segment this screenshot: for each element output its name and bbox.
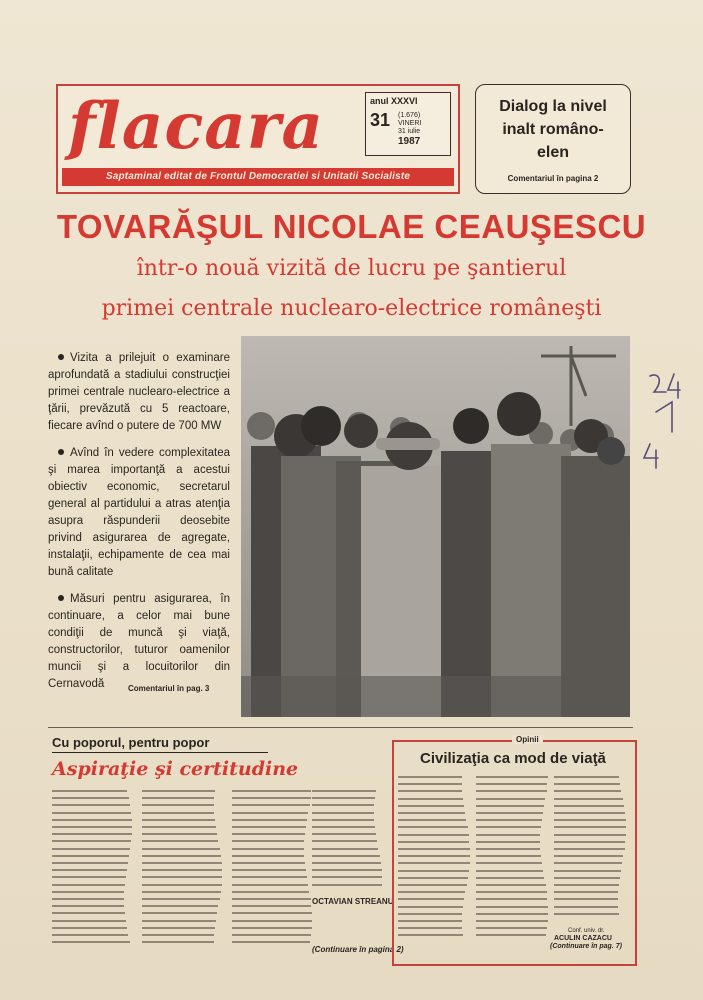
article-continuation[interactable]: (Continuare în pagina 2) bbox=[312, 945, 404, 954]
body-text-line bbox=[52, 848, 130, 850]
body-text-line bbox=[398, 934, 463, 936]
body-text-line bbox=[398, 848, 470, 850]
body-text-line bbox=[52, 862, 128, 864]
body-text-line bbox=[142, 840, 218, 842]
body-text-line bbox=[232, 920, 312, 922]
body-text-line bbox=[142, 941, 214, 943]
body-text-line bbox=[476, 927, 547, 929]
body-text-line bbox=[142, 855, 221, 857]
body-text-line bbox=[232, 804, 310, 806]
body-text-line bbox=[398, 927, 462, 929]
body-text-line bbox=[232, 855, 304, 857]
opinion-author-credit: Conf. univ. dr. bbox=[568, 928, 605, 934]
body-text-line bbox=[554, 870, 621, 872]
body-text-line bbox=[232, 862, 305, 864]
body-text-line bbox=[142, 934, 214, 936]
body-text-line bbox=[476, 870, 543, 872]
body-text-line bbox=[232, 912, 312, 914]
body-text-line bbox=[142, 891, 221, 893]
body-text-line bbox=[232, 833, 305, 835]
body-text-line bbox=[142, 898, 220, 900]
body-text-line bbox=[554, 812, 625, 814]
body-text-line bbox=[312, 869, 382, 871]
body-text-line bbox=[52, 912, 125, 914]
body-text-line bbox=[476, 812, 543, 814]
body-text-line bbox=[232, 927, 312, 929]
body-text-line bbox=[398, 891, 465, 893]
body-text-line bbox=[52, 876, 126, 878]
group-photo-image bbox=[241, 336, 630, 717]
bullet-icon bbox=[58, 354, 64, 360]
body-text-line bbox=[398, 798, 463, 800]
body-text-line bbox=[142, 826, 216, 828]
body-text-line bbox=[398, 862, 470, 864]
body-text-line bbox=[398, 898, 464, 900]
body-text-line bbox=[52, 884, 125, 886]
body-text-line bbox=[398, 819, 466, 821]
body-text-line bbox=[554, 819, 626, 821]
body-text-line bbox=[232, 790, 311, 792]
body-text-line bbox=[52, 905, 124, 907]
article-title[interactable]: Aspiraţie şi certitudine bbox=[52, 758, 299, 780]
body-text-line bbox=[232, 884, 308, 886]
opinion-continuation[interactable]: (Continuare în pag. 7) bbox=[550, 943, 622, 950]
body-text-line bbox=[476, 877, 544, 879]
body-text-line bbox=[52, 833, 132, 835]
body-text-line bbox=[554, 783, 620, 785]
main-headline: TOVARĂŞUL NICOLAE CEAUŞESCU bbox=[56, 208, 647, 245]
body-text-line bbox=[52, 790, 127, 792]
bullet-item: Avînd în vedere complexitatea şi marea importanţă a acestui obiectiv economic, secretarul general al partidului a atras atenţia asupra răspunderii deosebite privind asigurarea de agregate, instalaţii, echipamente de cea mai bună calitate bbox=[48, 447, 230, 578]
body-text-line bbox=[52, 804, 130, 806]
body-text-line bbox=[312, 819, 374, 821]
body-text-line bbox=[554, 798, 623, 800]
body-text-line bbox=[554, 898, 618, 900]
body-text-line bbox=[142, 848, 220, 850]
body-text-line bbox=[142, 833, 217, 835]
body-text-line bbox=[232, 848, 304, 850]
section-divider bbox=[48, 727, 633, 728]
kicker-underline bbox=[52, 752, 268, 753]
body-text-line bbox=[232, 826, 306, 828]
body-text-line bbox=[312, 804, 374, 806]
body-text-line bbox=[476, 805, 544, 807]
body-text-line bbox=[52, 840, 131, 842]
body-text-line bbox=[398, 776, 462, 778]
news-photo bbox=[241, 336, 630, 717]
body-text-line bbox=[476, 855, 541, 857]
body-text-line bbox=[52, 934, 128, 936]
body-text-line bbox=[476, 906, 548, 908]
body-text-line bbox=[312, 884, 382, 886]
body-text-line bbox=[554, 776, 619, 778]
bullet-item: Vizita a prilejuit o examinare aprofundată a stadiului construcţiei primei centrale nuclearo-electrice a ţării, prevăzută cu 5 reactoare, fiecare avînd o putere de 700 MW bbox=[48, 352, 230, 432]
headline-line-2: într-o nouă vizită de lucru pe şantierul bbox=[136, 256, 567, 281]
issue-year-label: anul XXXVI bbox=[370, 96, 418, 106]
body-text-line bbox=[554, 826, 626, 828]
body-text-line bbox=[398, 906, 463, 908]
body-text-line bbox=[142, 797, 214, 799]
bullet-item: Măsuri pentru asigurarea, în continuare, a celor mai bune condiţii de muncă şi viaţă, constructorilor, tuturor oamenilor muncii şi a locuitorilor din Cernavodă bbox=[48, 593, 230, 690]
issue-date: (1.676) VINERI 31 iulie bbox=[398, 112, 422, 135]
body-text-line bbox=[312, 797, 375, 799]
body-text-line bbox=[232, 905, 311, 907]
body-text-line bbox=[312, 826, 375, 828]
body-text-line bbox=[142, 927, 215, 929]
article-kicker: Cu poporul, pentru popor bbox=[52, 735, 210, 750]
body-text-line bbox=[142, 812, 214, 814]
body-text-line bbox=[52, 819, 132, 821]
body-text-line bbox=[52, 927, 127, 929]
teaser-box[interactable] bbox=[475, 84, 631, 194]
body-text-line bbox=[398, 841, 469, 843]
body-text-line bbox=[398, 783, 462, 785]
body-text-line bbox=[554, 877, 620, 879]
teaser-title: Dialog la nivel inalt româno-elen bbox=[499, 98, 607, 161]
body-text-line bbox=[476, 826, 541, 828]
body-text-line bbox=[554, 790, 621, 792]
bullet-list bbox=[48, 350, 230, 703]
body-text-line bbox=[476, 862, 542, 864]
body-text-line bbox=[52, 797, 129, 799]
body-text-line bbox=[554, 884, 619, 886]
body-text-line bbox=[554, 805, 624, 807]
body-text-line bbox=[476, 798, 545, 800]
body-text-line bbox=[142, 790, 215, 792]
body-text-line bbox=[398, 920, 462, 922]
body-text-line bbox=[398, 812, 465, 814]
body-text-line bbox=[142, 920, 216, 922]
bullet-icon bbox=[58, 595, 64, 601]
opinion-title[interactable]: Civilizaţia ca mod de viaţă bbox=[420, 750, 606, 767]
body-text-line bbox=[232, 812, 308, 814]
body-text-line bbox=[476, 891, 547, 893]
body-text-line bbox=[142, 819, 215, 821]
body-text-line bbox=[232, 891, 309, 893]
masthead bbox=[56, 84, 460, 194]
body-text-line bbox=[476, 934, 546, 936]
body-text-line bbox=[554, 848, 625, 850]
body-text-line bbox=[476, 819, 542, 821]
body-text-line bbox=[312, 840, 377, 842]
body-text-line bbox=[476, 841, 540, 843]
body-text-line bbox=[476, 776, 548, 778]
body-text-line bbox=[52, 826, 132, 828]
body-text-line bbox=[554, 913, 619, 915]
body-text-line bbox=[232, 898, 311, 900]
body-text-line bbox=[142, 884, 222, 886]
body-text-line bbox=[476, 920, 548, 922]
logo: flacara bbox=[68, 89, 324, 164]
body-text-line bbox=[476, 834, 540, 836]
body-text-line bbox=[312, 848, 378, 850]
body-text-line bbox=[476, 783, 547, 785]
body-text-line bbox=[52, 891, 124, 893]
body-text-line bbox=[398, 913, 462, 915]
handwritten-annotation bbox=[636, 370, 696, 480]
opinion-label: Opinii bbox=[512, 735, 543, 744]
body-text-line bbox=[52, 898, 124, 900]
body-text-line bbox=[52, 920, 126, 922]
body-text-line bbox=[312, 855, 380, 857]
body-text-line bbox=[398, 834, 469, 836]
body-text-line bbox=[232, 869, 306, 871]
issue-number: 31 bbox=[370, 110, 391, 130]
body-text-line bbox=[476, 898, 547, 900]
body-text-line bbox=[398, 884, 467, 886]
body-text-line bbox=[398, 790, 462, 792]
issue-box bbox=[365, 92, 451, 156]
body-text-line bbox=[142, 876, 222, 878]
bullet-icon bbox=[58, 449, 64, 455]
body-text-line bbox=[398, 877, 468, 879]
body-text-line bbox=[312, 862, 381, 864]
body-text-line bbox=[476, 848, 540, 850]
body-text-line bbox=[142, 905, 218, 907]
body-text-line bbox=[312, 812, 374, 814]
body-text-line bbox=[232, 797, 311, 799]
body-text-line bbox=[554, 906, 618, 908]
body-text-line bbox=[142, 869, 222, 871]
teaser-subtitle: Comentariul în pagina 2 bbox=[507, 174, 599, 183]
headline-line-3: primei centrale nuclearo-electrice româneşti bbox=[101, 296, 602, 321]
comment-reference[interactable]: Comentariul în pag. 3 bbox=[128, 684, 210, 693]
issue-year: 1987 bbox=[398, 136, 421, 147]
body-text-line bbox=[312, 833, 376, 835]
body-text-line bbox=[52, 869, 127, 871]
body-text-line bbox=[142, 862, 222, 864]
body-text-line bbox=[554, 841, 625, 843]
body-text-line bbox=[476, 913, 548, 915]
body-text-line bbox=[312, 790, 376, 792]
body-text-line bbox=[398, 855, 470, 857]
body-text-line bbox=[312, 876, 382, 878]
body-text-line bbox=[52, 941, 130, 943]
article-byline: OCTAVIAN STREANU bbox=[312, 897, 394, 906]
body-text-line bbox=[232, 934, 311, 936]
body-text-line bbox=[476, 790, 547, 792]
body-text-line bbox=[398, 805, 464, 807]
opinion-author: ACULIN CAZACU bbox=[554, 935, 612, 942]
body-text-line bbox=[398, 870, 469, 872]
body-text-line bbox=[398, 826, 468, 828]
body-text-line bbox=[554, 891, 618, 893]
body-text-line bbox=[52, 855, 129, 857]
body-text-line bbox=[232, 876, 307, 878]
body-text-line bbox=[232, 941, 310, 943]
body-text-line bbox=[554, 834, 626, 836]
body-text-line bbox=[232, 840, 304, 842]
body-text-line bbox=[554, 862, 622, 864]
body-text-line bbox=[142, 804, 214, 806]
body-text-line bbox=[142, 912, 217, 914]
masthead-subtitle: Saptaminal editat de Frontul Democratiei si Unitatii Socialiste bbox=[62, 168, 454, 186]
body-text-line bbox=[476, 884, 546, 886]
body-text-line bbox=[232, 819, 307, 821]
body-text-line bbox=[554, 855, 623, 857]
body-text-line bbox=[52, 812, 131, 814]
